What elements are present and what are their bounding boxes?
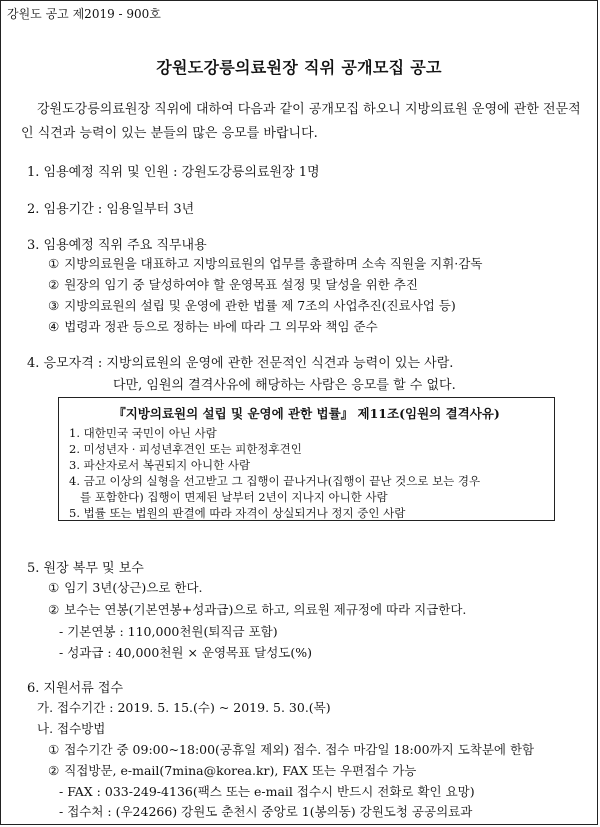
section-5-heading: 5. 원장 복무 및 보수 bbox=[27, 561, 144, 576]
bonus-line: - 성과급 : 40,000천원 × 운영목표 달성도(%) bbox=[59, 645, 313, 660]
fax-line: - FAX : 033-249-4136(팩스 또는 e-mail 접수시 반드시 전화로 확인 요망) bbox=[59, 784, 475, 799]
disqualification-box bbox=[58, 397, 555, 521]
section-5-item-1: ① 임기 3년(상근)으로 한다. bbox=[48, 580, 203, 595]
notice-number: 강원도 공고 제2019 - 900호 bbox=[7, 7, 161, 21]
circled-number-1: ① bbox=[48, 742, 60, 757]
circled-number-1: ① bbox=[48, 580, 60, 595]
section-2: 2. 임용기간 : 임용일부터 3년 bbox=[27, 202, 195, 217]
circled-number-2: ② bbox=[48, 277, 60, 292]
box-line-5: 5. 법률 또는 법원의 판결에 따라 자격이 상실되거나 정지 중인 사람 bbox=[69, 506, 406, 520]
base-salary-line: - 기본연봉 : 110,000천원(퇴직금 포함) bbox=[59, 624, 278, 639]
circled-number-4: ④ bbox=[48, 319, 60, 334]
section-6-heading: 6. 지원서류 접수 bbox=[27, 681, 124, 696]
circled-number-2: ② bbox=[48, 602, 60, 617]
section-4-line-1: 4. 응모자격 : 지방의료원의 운영에 관한 전문적인 식견과 능력이 있는 사람. bbox=[27, 356, 454, 371]
application-method-heading: 나. 접수방법 bbox=[37, 721, 106, 736]
section-4-line-2: 다만, 임원의 결격사유에 해당하는 사람은 응모를 할 수 없다. bbox=[113, 378, 456, 393]
section-5-item-2: ② 보수는 연봉(기본연봉+성과급)으로 하고, 의료원 제규정에 따라 지급한다. bbox=[48, 602, 467, 617]
box-line-3: 3. 파산자로서 복권되지 아니한 사람 bbox=[69, 458, 251, 472]
section-6-item-1: ① 접수기간 중 09:00~18:00(공휴일 제외) 접수. 접수 마감일 18:00까지 도착분에 한함 bbox=[48, 742, 535, 757]
page-title: 강원도강릉의료원장 직위 공개모집 공고 bbox=[156, 58, 442, 77]
circled-number-2: ② bbox=[48, 763, 60, 778]
address-line: - 접수처 : (우24266) 강원도 춘천시 중앙로 1(봉의동) 강원도청 공공의료과 bbox=[59, 804, 473, 819]
section-3-item-4: ④ 법령과 정관 등으로 정하는 바에 따라 그 의무와 책임 준수 bbox=[48, 319, 378, 334]
box-line-1: 1. 대한민국 국민이 아닌 사람 bbox=[69, 426, 217, 440]
section-3-item-3: ③ 지방의료원의 설립 및 운영에 관한 법률 제 7조의 사업추진(진료사업 등) bbox=[48, 298, 456, 313]
intro-paragraph: 강원도강릉의료원장 직위에 대하여 다음과 같이 공개모집 하오니 지방의료원 운영에 관한 전문적인 식견과 능력이 있는 분들의 많은 응모를 바랍니다. bbox=[21, 102, 581, 141]
section-3-heading: 3. 임용예정 직위 주요 직무내용 bbox=[27, 238, 207, 253]
section-6-item-2: ② 직접방문, e-mail(7mina@korea.kr), FAX 또는 우편접수 가능 bbox=[48, 763, 417, 778]
box-line-2: 2. 미성년자 · 피성년후견인 또는 피한정후견인 bbox=[69, 442, 302, 456]
application-period: 가. 접수기간 : 2019. 5. 15.(수) ~ 2019. 5. 30.(목) bbox=[37, 700, 331, 715]
circled-number-3: ③ bbox=[48, 298, 60, 313]
box-title: 『지방의료원의 설립 및 운영에 관한 법률』 제11조(임원의 결격사유) bbox=[113, 406, 500, 421]
section-1: 1. 임용예정 직위 및 인원 : 강원도강릉의료원장 1명 bbox=[27, 165, 320, 180]
circled-number-1: ① bbox=[48, 256, 60, 271]
box-line-4-cont: 를 포함한다) 집행이 면제된 날부터 2년이 지나지 아니한 사람 bbox=[80, 490, 388, 504]
box-line-4: 4. 금고 이상의 실형을 선고받고 그 집행이 끝나거나(집행이 끝난 것으로 보는 경우 bbox=[69, 474, 481, 488]
section-3-item-1: ① 지방의료원을 대표하고 지방의료원의 업무를 총괄하며 소속 직원을 지휘·감독 bbox=[48, 256, 483, 271]
section-3-item-2: ② 원장의 임기 중 달성하여야 할 운영목표 설정 및 달성을 위한 추진 bbox=[48, 277, 418, 292]
